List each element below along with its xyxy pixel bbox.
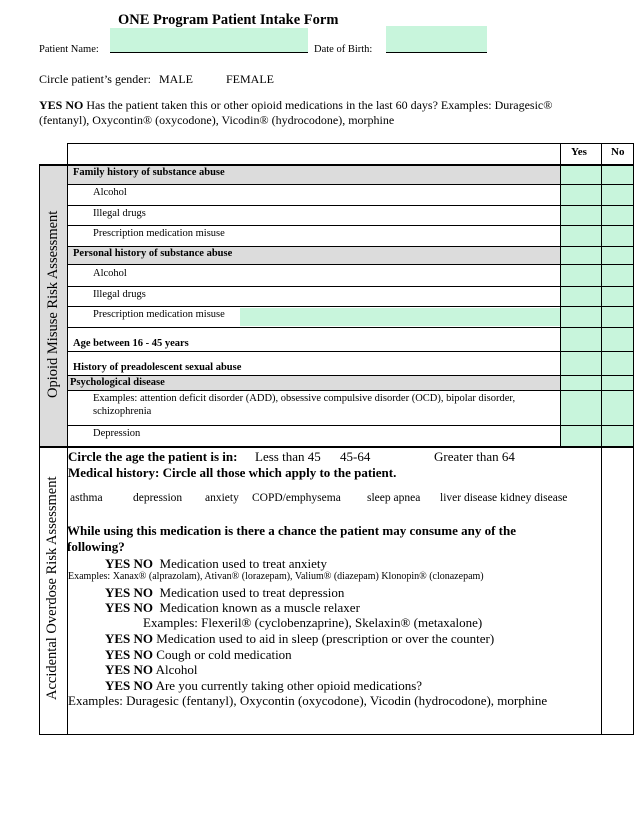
col-no-header: No	[611, 146, 625, 158]
dob-underline	[386, 52, 487, 53]
row-family-alcohol: Alcohol	[93, 187, 127, 198]
form-title: ONE Program Patient Intake Form	[118, 12, 339, 28]
age-question-label: Circle the age the patient is in:	[68, 449, 238, 464]
item-alcohol: Alcohol	[155, 662, 198, 677]
col-yes-header: Yes	[571, 146, 587, 158]
condition-liver-kidney[interactable]: liver disease kidney disease	[440, 492, 568, 504]
item-other-opioids: Are you currently taking other opioid medications?	[155, 678, 423, 693]
item-depression: Medication used to treat depression	[159, 585, 345, 600]
row-psych-examples: Examples: attention deficit disorder (ADD), obsessive compulsive disorder (OCD), bipolar disorder,	[93, 393, 516, 404]
row-family-prescription-misuse: Prescription medication misuse	[93, 228, 225, 239]
dob-field[interactable]	[386, 26, 487, 52]
row-depression: Depression	[93, 428, 141, 439]
age-45-64[interactable]: 45-64	[340, 449, 371, 464]
row-age-16-45: Age between 16 - 45 years	[73, 338, 189, 349]
while-using-question: While using this medication is there a chance the patient may consume any of the	[67, 523, 516, 538]
yes-no-cough[interactable]: YES NO	[105, 647, 154, 662]
row-personal-illegal-drugs: Illegal drugs	[93, 289, 146, 300]
other-opioids-examples: Examples: Duragesic (fentanyl), Oxycontin (oxycodone), Vicodin (hydrocodone), morphine	[68, 693, 548, 708]
gender-label: Circle patient’s gender:	[39, 72, 151, 86]
opioid-question	[39, 98, 599, 128]
condition-asthma[interactable]: asthma	[70, 492, 103, 504]
yes-no-depression[interactable]: YES NO	[105, 585, 154, 600]
condition-copd[interactable]: COPD/emphysema	[252, 492, 341, 504]
age-question	[68, 449, 237, 465]
condition-sleep-apnea[interactable]: sleep apnea	[367, 492, 421, 504]
age-greater-64[interactable]: Greater than 64	[434, 449, 515, 464]
yes-no-other-opioids[interactable]: YES NO	[105, 678, 154, 693]
yes-no-sleep[interactable]: YES NO	[105, 631, 154, 646]
row-personal-prescription-misuse: Prescription medication misuse	[93, 309, 225, 320]
gender-female[interactable]: FEMALE	[226, 72, 274, 86]
yes-no-anxiety[interactable]: YES NO	[105, 556, 154, 571]
age-less-45[interactable]: Less than 45	[255, 449, 321, 464]
row-family-illegal-drugs: Illegal drugs	[93, 208, 146, 219]
row-psychological-disease: Psychological disease	[70, 377, 165, 388]
patient-name-underline	[110, 52, 308, 53]
row-personal-alcohol: Alcohol	[93, 268, 127, 279]
row-personal-history: Personal history of substance abuse	[73, 248, 233, 259]
item-cough: Cough or cold medication	[156, 647, 292, 662]
while-using-question-2: following?	[67, 539, 125, 554]
item-muscle-relaxer: Medication known as a muscle relaxer	[159, 600, 360, 615]
row-preadolescent-abuse: History of preadolescent sexual abuse	[73, 362, 242, 373]
medical-history-label: Medical history: Circle all those which apply to the patient.	[68, 465, 397, 480]
row-psych-examples-2: schizophrenia	[93, 406, 152, 417]
condition-depression[interactable]: depression	[133, 492, 183, 504]
item-sleep: Medication used to aid in sleep (prescription or over the counter)	[156, 631, 495, 646]
section-accidental-overdose-label: Accidental Overdose Risk Assessment	[44, 476, 60, 700]
opioid-question-text: Has the patient taken this or other opioid medications in the last 60 days? Examples: Duragesic® (fentanyl), Oxycontin® (oxycodone), Vicodin® (hydrocodone), morphine	[39, 98, 553, 127]
prescription-misuse-field[interactable]	[240, 308, 560, 326]
condition-anxiety[interactable]: anxiety	[205, 492, 239, 504]
anxiety-examples: Examples: Xanax® (alprazolam), Ativan® (lorazepam), Valium® (diazepam) Klonopin® (clonazepam)	[68, 571, 484, 582]
yes-no-muscle-relaxer[interactable]: YES NO	[105, 600, 154, 615]
opioid-yes-no[interactable]: YES NO	[39, 98, 84, 112]
yes-no-alcohol[interactable]: YES NO	[105, 662, 154, 677]
muscle-relaxer-examples: Examples: Flexeril® (cyclobenzaprine), Skelaxin® (metaxalone)	[143, 615, 483, 630]
patient-name-label: Patient Name:	[39, 44, 99, 55]
row-family-history: Family history of substance abuse	[73, 167, 225, 178]
section-opioid-misuse-label: Opioid Misuse Risk Assessment	[45, 210, 61, 398]
item-anxiety: Medication used to treat anxiety	[159, 556, 328, 571]
gender-male[interactable]: MALE	[159, 72, 193, 86]
patient-name-field[interactable]	[110, 28, 308, 52]
dob-label: Date of Birth:	[314, 44, 373, 55]
